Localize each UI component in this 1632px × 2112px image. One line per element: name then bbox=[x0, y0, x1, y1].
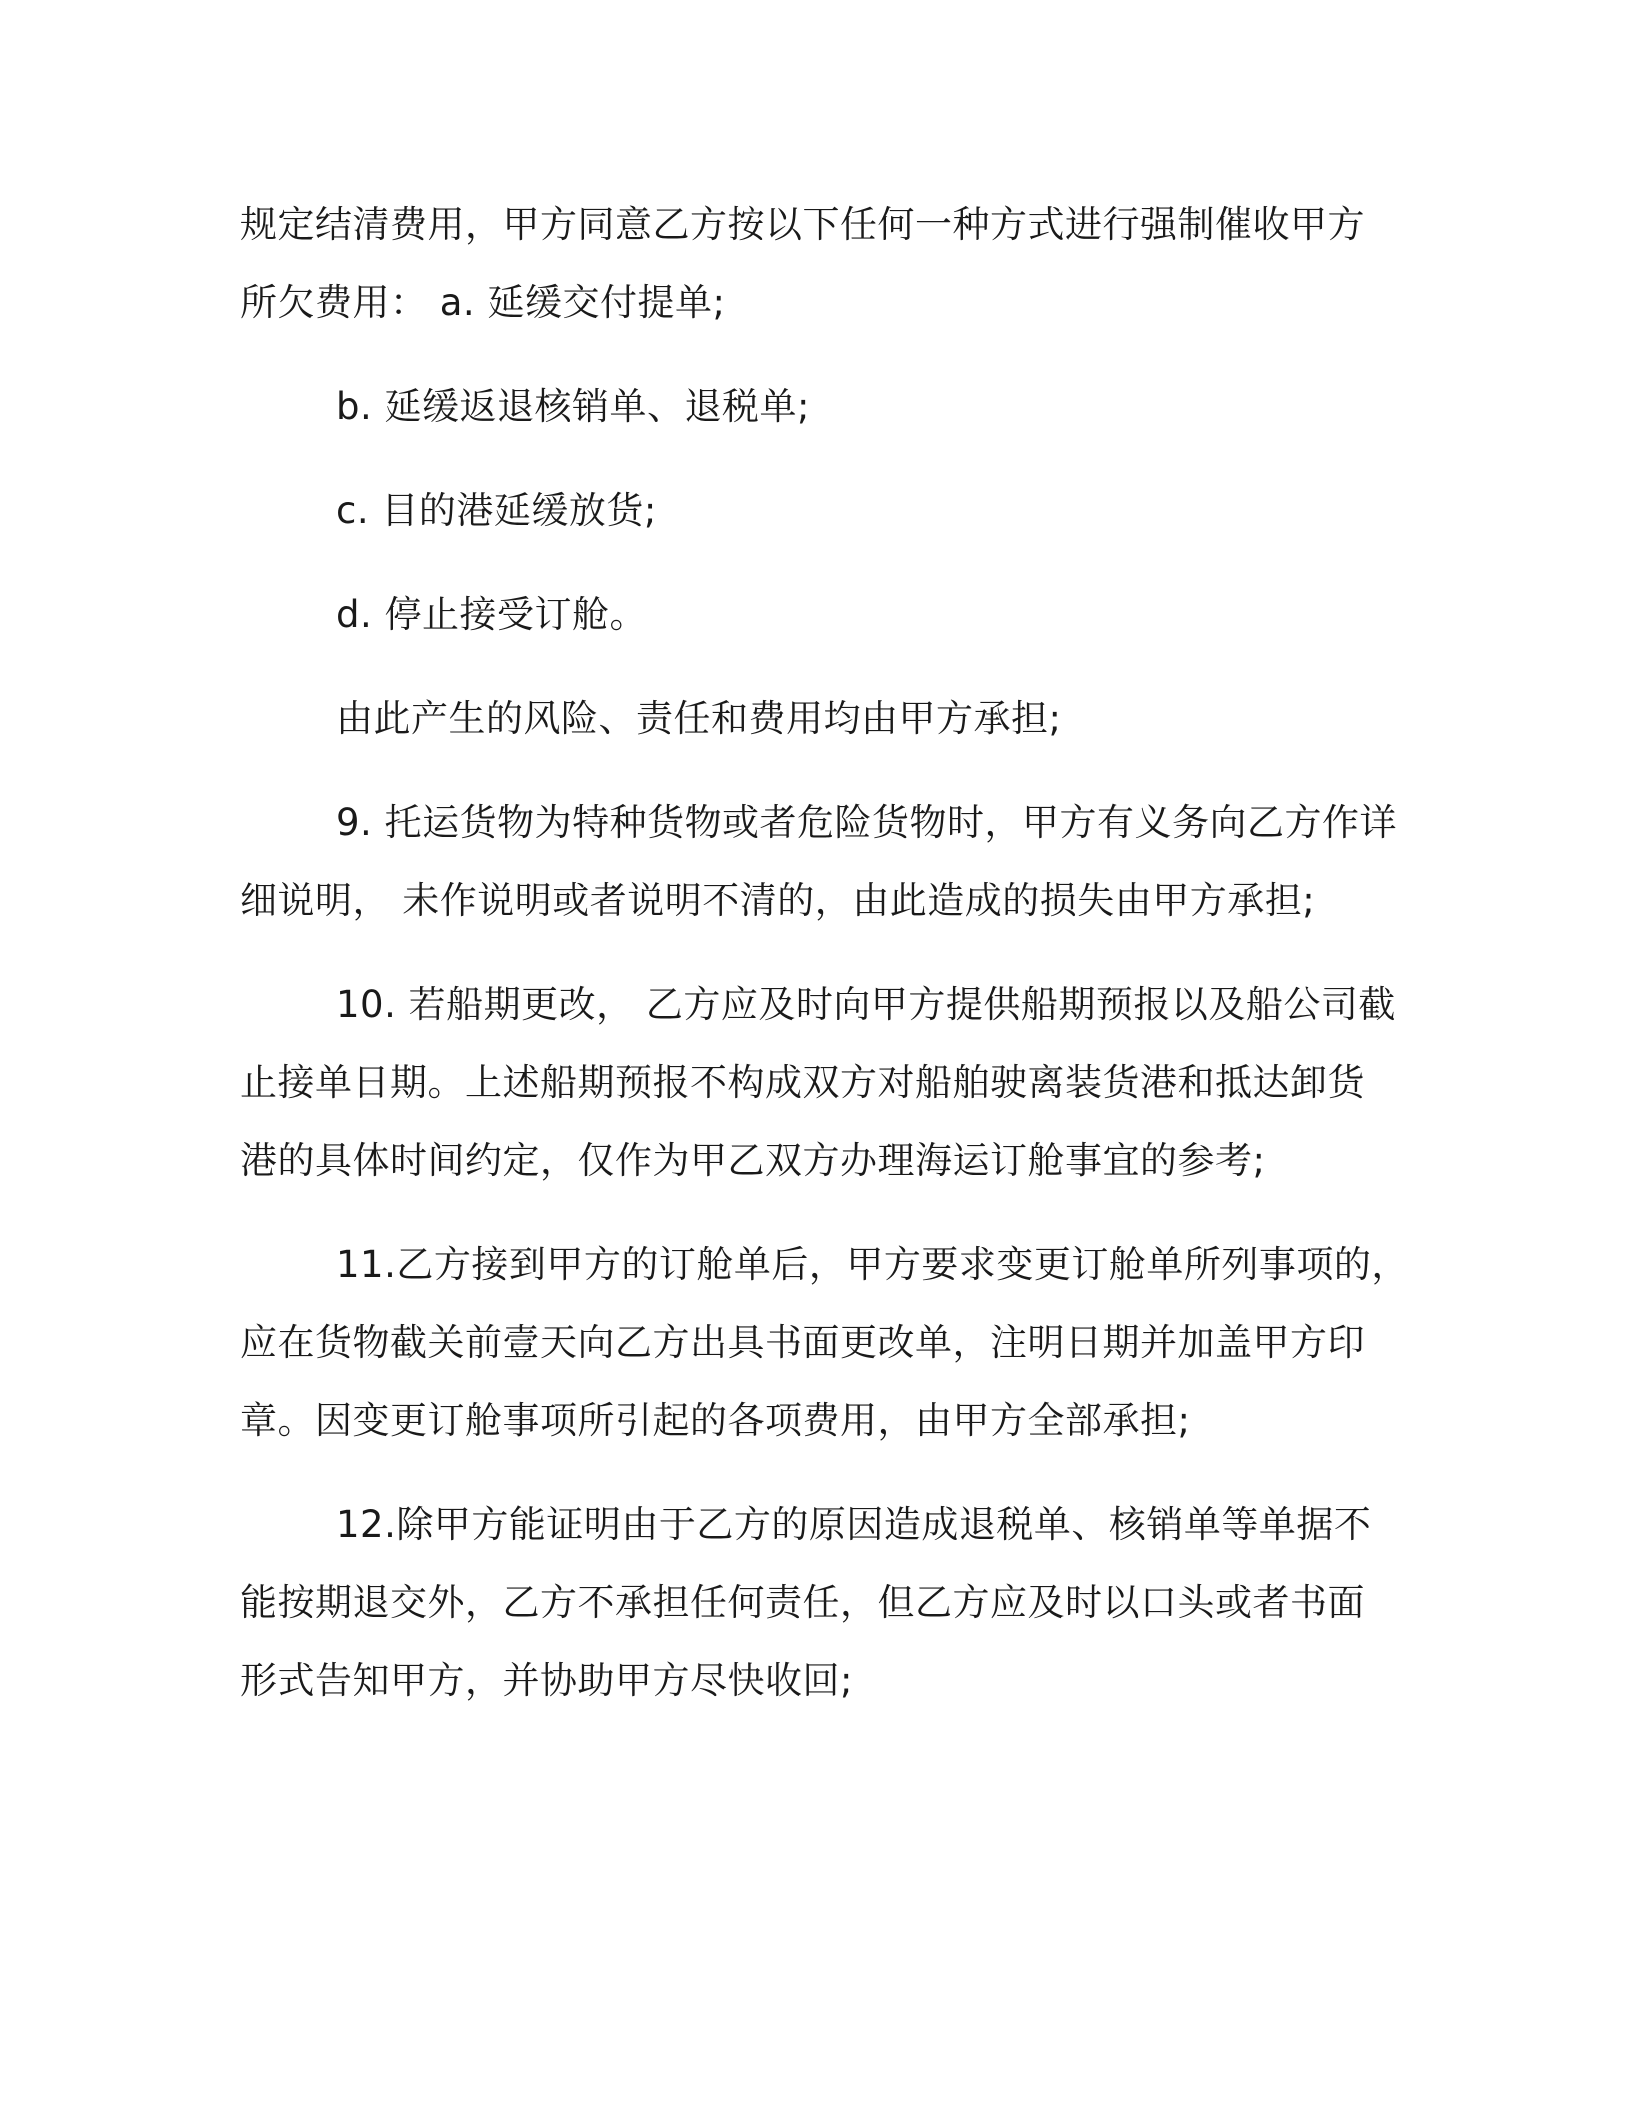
text-line: 章。因变更订舱事项所引起的各项费用，由甲方全部承担; bbox=[240, 1399, 1191, 1442]
text-line: b. 延缓返退核销单、退税单; bbox=[336, 385, 810, 428]
text-line: 应在货物截关前壹天向乙方出具书面更改单，注明日期并加盖甲方印 bbox=[240, 1321, 1365, 1364]
clause-10 bbox=[240, 966, 1396, 1200]
text-line: 港的具体时间约定，仅作为甲乙双方办理海运订舱事宜的参考; bbox=[240, 1139, 1266, 1182]
clause-9 bbox=[240, 784, 1398, 940]
document-body bbox=[240, 186, 1409, 1746]
list-item-b bbox=[240, 368, 1390, 446]
list-item-d bbox=[240, 576, 1390, 654]
clause-12 bbox=[240, 1486, 1390, 1720]
text-line: 规定结清费用，甲方同意乙方按以下任何一种方式进行强制催收甲方 bbox=[240, 203, 1365, 246]
text-line: 能按期退交外，乙方不承担任何责任，但乙方应及时以口头或者书面 bbox=[240, 1581, 1365, 1624]
paragraph-risk bbox=[240, 680, 1390, 758]
text-line: 形式告知甲方，并协助甲方尽快收回; bbox=[240, 1659, 853, 1702]
list-item-c bbox=[240, 472, 1390, 550]
paragraph-continuation bbox=[240, 186, 1390, 342]
text-line: 所欠费用： a. 延缓交付提单; bbox=[240, 281, 726, 324]
text-line: 由此产生的风险、责任和费用均由甲方承担; bbox=[336, 697, 1062, 740]
text-line: 10. 若船期更改， 乙方应及时向甲方提供船期预报以及船公司截 bbox=[336, 983, 1396, 1026]
text-line: c. 目的港延缓放货; bbox=[336, 489, 657, 532]
clause-11 bbox=[240, 1226, 1409, 1460]
text-line: d. 停止接受订舱。 bbox=[336, 593, 648, 636]
text-line: 止接单日期。上述船期预报不构成双方对船舶驶离装货港和抵达卸货 bbox=[240, 1061, 1365, 1104]
text-line: 细说明， 未作说明或者说明不清的，由此造成的损失由甲方承担; bbox=[240, 879, 1316, 922]
text-line: 11.乙方接到甲方的订舱单后，甲方要求变更订舱单所列事项的， bbox=[336, 1243, 1409, 1286]
text-line: 12.除甲方能证明由于乙方的原因造成退税单、核销单等单据不 bbox=[336, 1503, 1372, 1546]
text-line: 9. 托运货物为特种货物或者危险货物时，甲方有义务向乙方作详 bbox=[336, 801, 1398, 844]
